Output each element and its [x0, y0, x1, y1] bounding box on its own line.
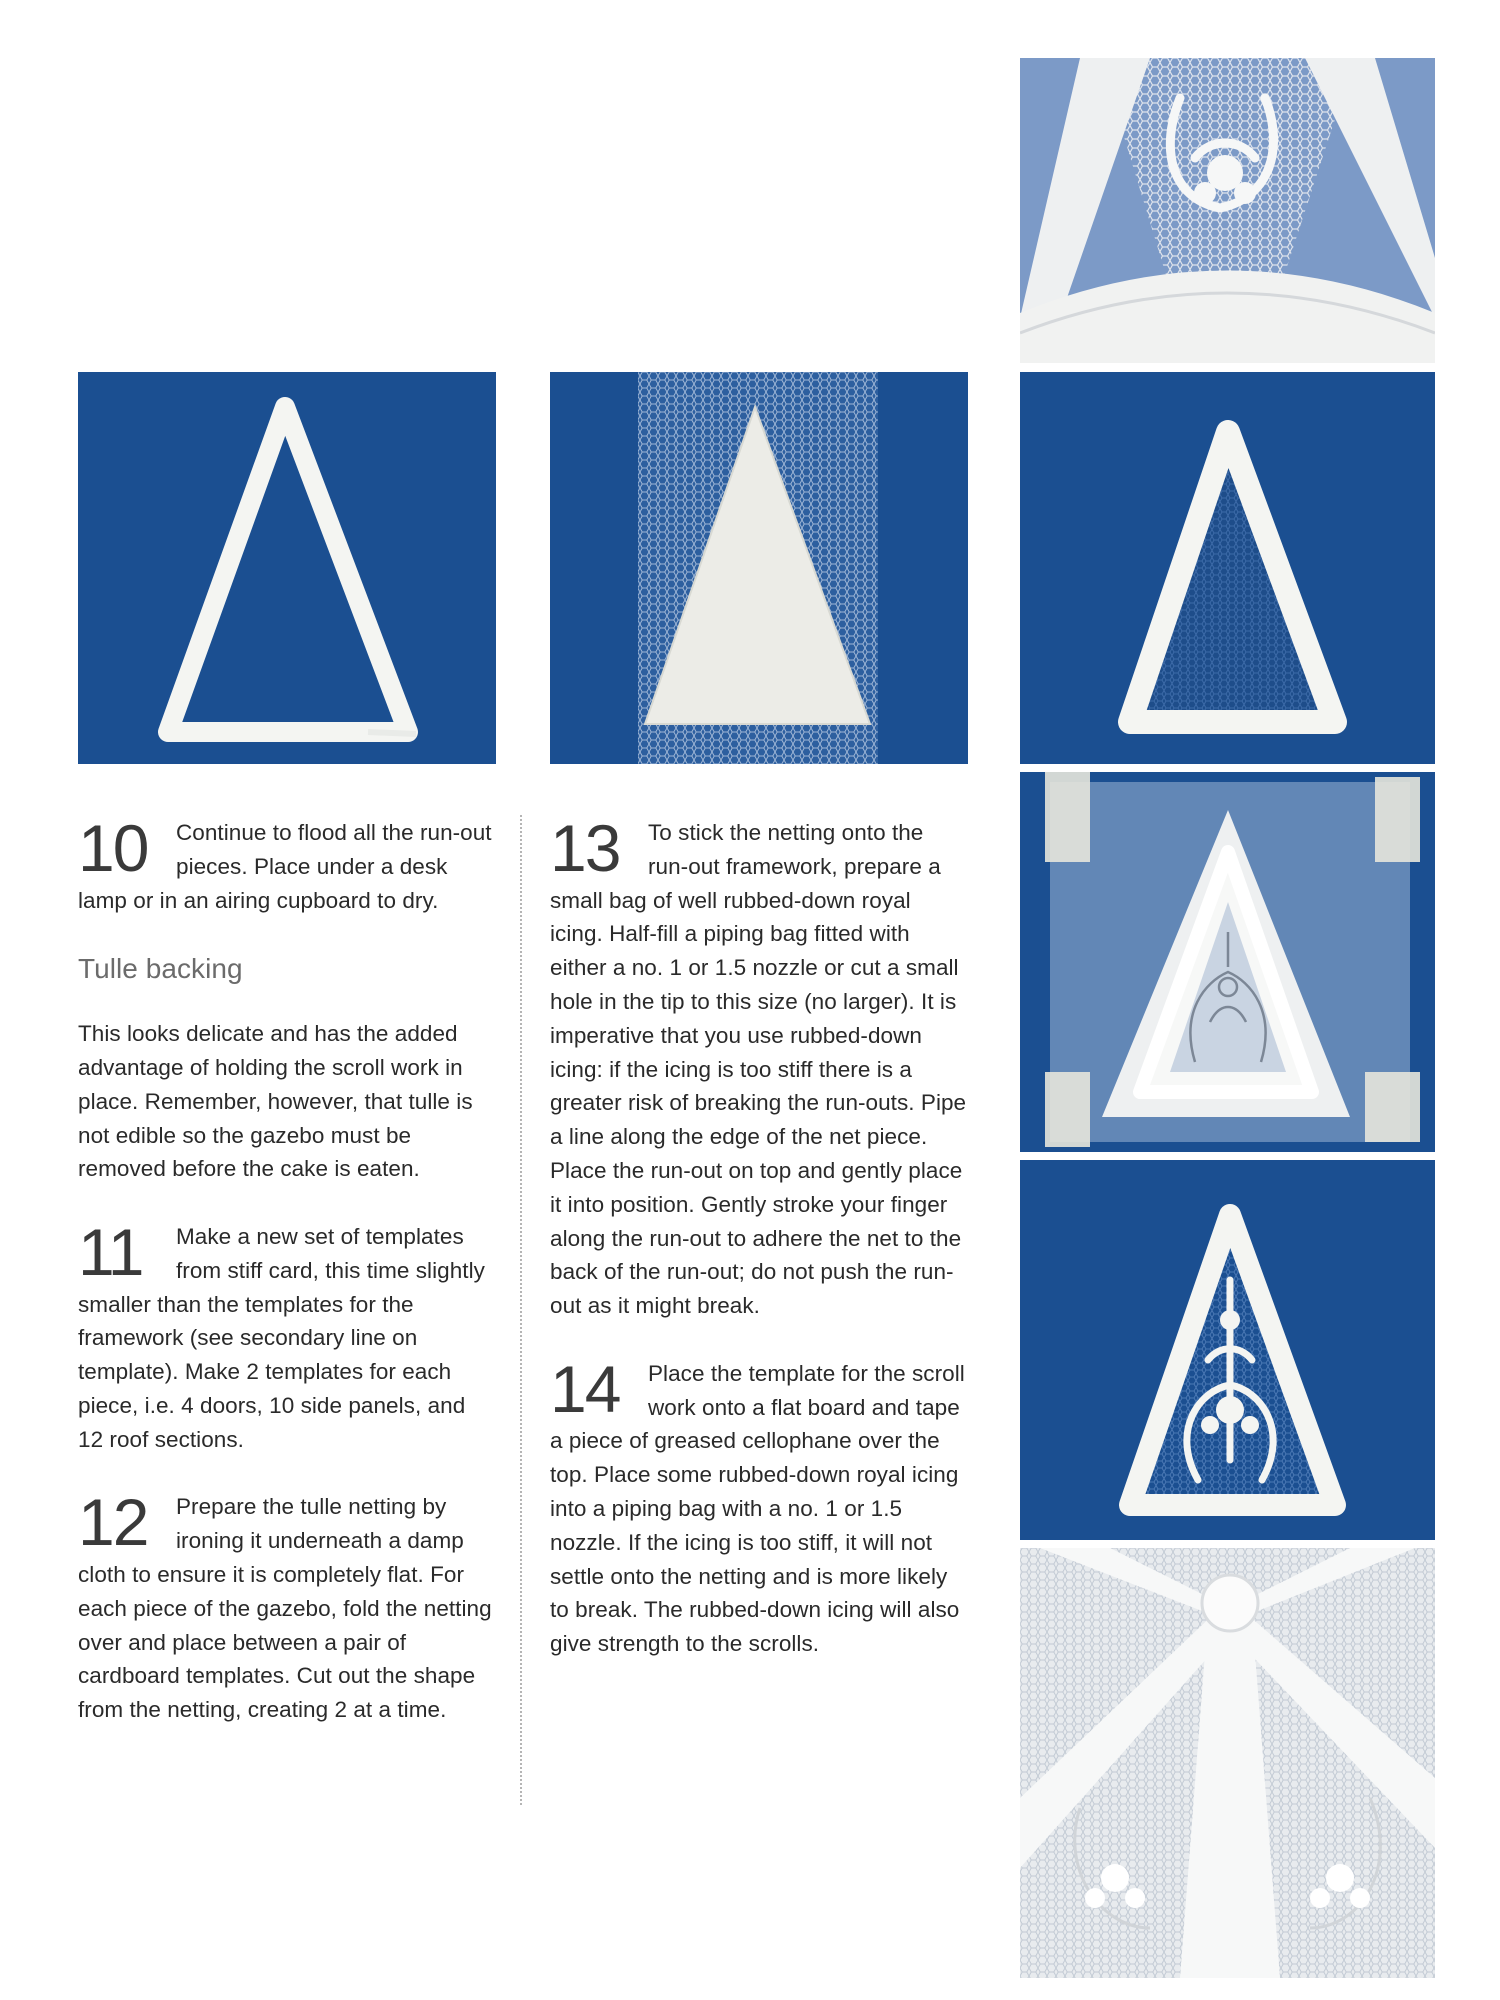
photo-run-out-with-net [1020, 372, 1435, 764]
step-text: Place the template for the scroll work onto a flat board and tape a piece of greased cellophane over the top. Place some rubbed-down royal icing into a piping bag with a no. 1 or 1.5 nozzle. If the icing is too stiff, it will not settle onto the netting and is more likely to break. The rubbed-down icing will also give strength to the scrolls. [550, 1360, 965, 1657]
photo-run-out-framework [78, 372, 496, 764]
step-text: Continue to flood all the run-out pieces. Place under a desk lamp or in an airing cupboard to dry. [78, 820, 492, 913]
column-divider [520, 815, 522, 1805]
step-number: 12 [78, 1485, 148, 1560]
photo-finished-scroll-panel [1020, 1160, 1435, 1540]
photo-card-template-on-tulle [550, 372, 968, 764]
left-text-column [78, 811, 496, 1727]
step-number: 11 [78, 1214, 143, 1289]
step-10 [78, 811, 496, 917]
step-number: 10 [78, 811, 148, 885]
photo-scroll-work-on-cellophane [1020, 772, 1435, 1152]
step-13 [550, 811, 968, 1323]
step-14 [550, 1351, 968, 1661]
step-12 [78, 1485, 496, 1727]
section-subheading: Tulle backing [78, 953, 243, 985]
step-text: To stick the netting onto the run-out framework, prepare a small bag of well rubbed-down royal icing. Half-fill a piping bag fitted with either a no. 1 or 1.5 nozzle or cut a small hole in the tip to this size (no larger). It is imperative that you use rubbed-down icing: if the icing is too stiff there is a greater risk of breaking the run-outs. Pipe a line along the edge of the net piece. Place the run-out on top and gently place it into position. Gently stroke your finger along the run-out to adhere the net to the back of the run-out; do not push the run-out as it might break. [550, 820, 967, 1319]
right-text-column [550, 811, 968, 1661]
step-11 [78, 1214, 496, 1457]
step-text: Make a new set of templates from stiff card, this time slightly smaller than the templates for the framework (see secondary line on template). Make 2 templates for each piece, i.e. 4 doors, 10 side panels, and 12 roof sections. [78, 1223, 485, 1452]
section-intro: This looks delicate and has the added advantage of holding the scroll work in place. Remember, however, that tulle is not edible so the gazebo must be removed before the cake is eaten. [78, 1021, 473, 1182]
step-number: 13 [550, 811, 620, 885]
step-text: Prepare the tulle netting by ironing it underneath a damp cloth to ensure it is completely flat. For each piece of the gazebo, fold the netting over and place between a pair of cardboard templates. Cut out the shape from the netting, creating 2 at a time. [78, 1494, 492, 1723]
photo-finished-gazebo-roof [1020, 1548, 1435, 1978]
step-number: 14 [550, 1351, 620, 1426]
photo-gazebo-roof-detail [1020, 58, 1435, 363]
